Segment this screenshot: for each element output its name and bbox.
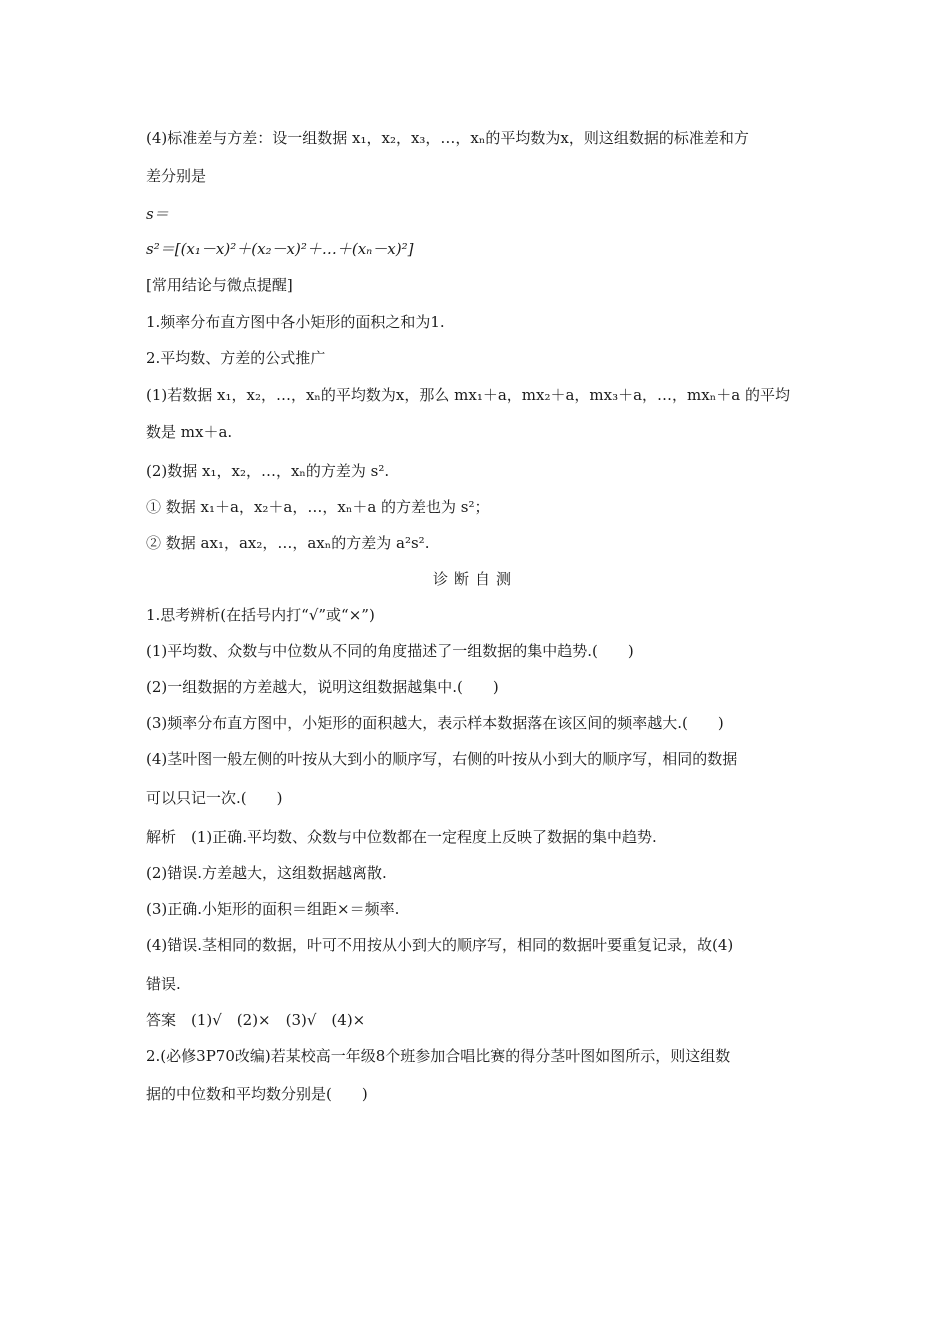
- conclusion-2-2-b: ② 数据 ax₁，ax₂，…，axₙ的方差为 a²s².: [146, 534, 430, 552]
- question-2-cont: 据的中位数和平均数分别是( ): [146, 1085, 368, 1103]
- conclusion-2-1: (1)若数据 x₁，x₂，…，xₙ的平均数为x，那么 mx₁＋a，mx₂＋a，mx₃＋a，…，mxₙ＋a 的平均: [146, 386, 790, 404]
- conclusion-1: 1.频率分布直方图中各小矩形的面积之和为1.: [146, 313, 445, 331]
- section-heading-self-test: 诊断自测: [432, 570, 517, 588]
- conclusion-2-2: (2)数据 x₁，x₂，…，xₙ的方差为 s².: [146, 462, 390, 480]
- conclusion-2: 2.平均数、方差的公式推广: [146, 349, 326, 367]
- question-1-item-3: (3)频率分布直方图中，小矩形的面积越大，表示样本数据落在该区间的频率越大.( ): [146, 714, 724, 732]
- variance-formula: s²＝[(x₁－x)²＋(x₂－x)²＋…＋(xₙ－x)²]: [146, 240, 414, 258]
- question-2: 2.(必修3P70改编)若某校高一年级8个班参加合唱比赛的得分茎叶图如图所示，则这组数: [146, 1047, 731, 1065]
- question-1-item-1: (1)平均数、众数与中位数从不同的角度描述了一组数据的集中趋势.( ): [146, 642, 634, 660]
- question-1: 1.思考辨析(在括号内打“√”或“×”): [146, 606, 375, 624]
- std-dev-variance-definition-cont: 差分别是: [146, 167, 207, 185]
- analysis-4-cont: 错误.: [146, 975, 181, 993]
- analysis-4: (4)错误.茎相同的数据，叶可不用按从小到大的顺序写，相同的数据叶要重复记录，故(4): [146, 936, 734, 954]
- question-1-item-2: (2)一组数据的方差越大，说明这组数据越集中.( ): [146, 678, 499, 696]
- answer-line: 答案 (1)√ (2)× (3)√ (4)×: [146, 1011, 366, 1029]
- conclusion-2-2-a: ① 数据 x₁＋a，x₂＋a，…，xₙ＋a 的方差也为 s²；: [146, 498, 490, 516]
- question-1-item-4-cont: 可以只记一次.( ): [146, 789, 283, 807]
- analysis-1: 解析 (1)正确.平均数、众数与中位数都在一定程度上反映了数据的集中趋势.: [146, 828, 657, 846]
- std-dev-formula: s＝: [146, 205, 169, 223]
- conclusion-2-1-cont: 数是 mx＋a.: [146, 423, 233, 441]
- section-heading-conclusions: [常用结论与微点提醒]: [146, 276, 293, 294]
- analysis-3: (3)正确.小矩形的面积＝组距×＝频率.: [146, 900, 400, 918]
- std-dev-variance-definition: (4)标准差与方差：设一组数据 x₁，x₂，x₃，…，xₙ的平均数为x，则这组数据的标准差和方: [146, 129, 749, 147]
- analysis-2: (2)错误.方差越大，这组数据越离散.: [146, 864, 387, 882]
- question-1-item-4: (4)茎叶图一般左侧的叶按从大到小的顺序写，右侧的叶按从小到大的顺序写，相同的数据: [146, 750, 738, 768]
